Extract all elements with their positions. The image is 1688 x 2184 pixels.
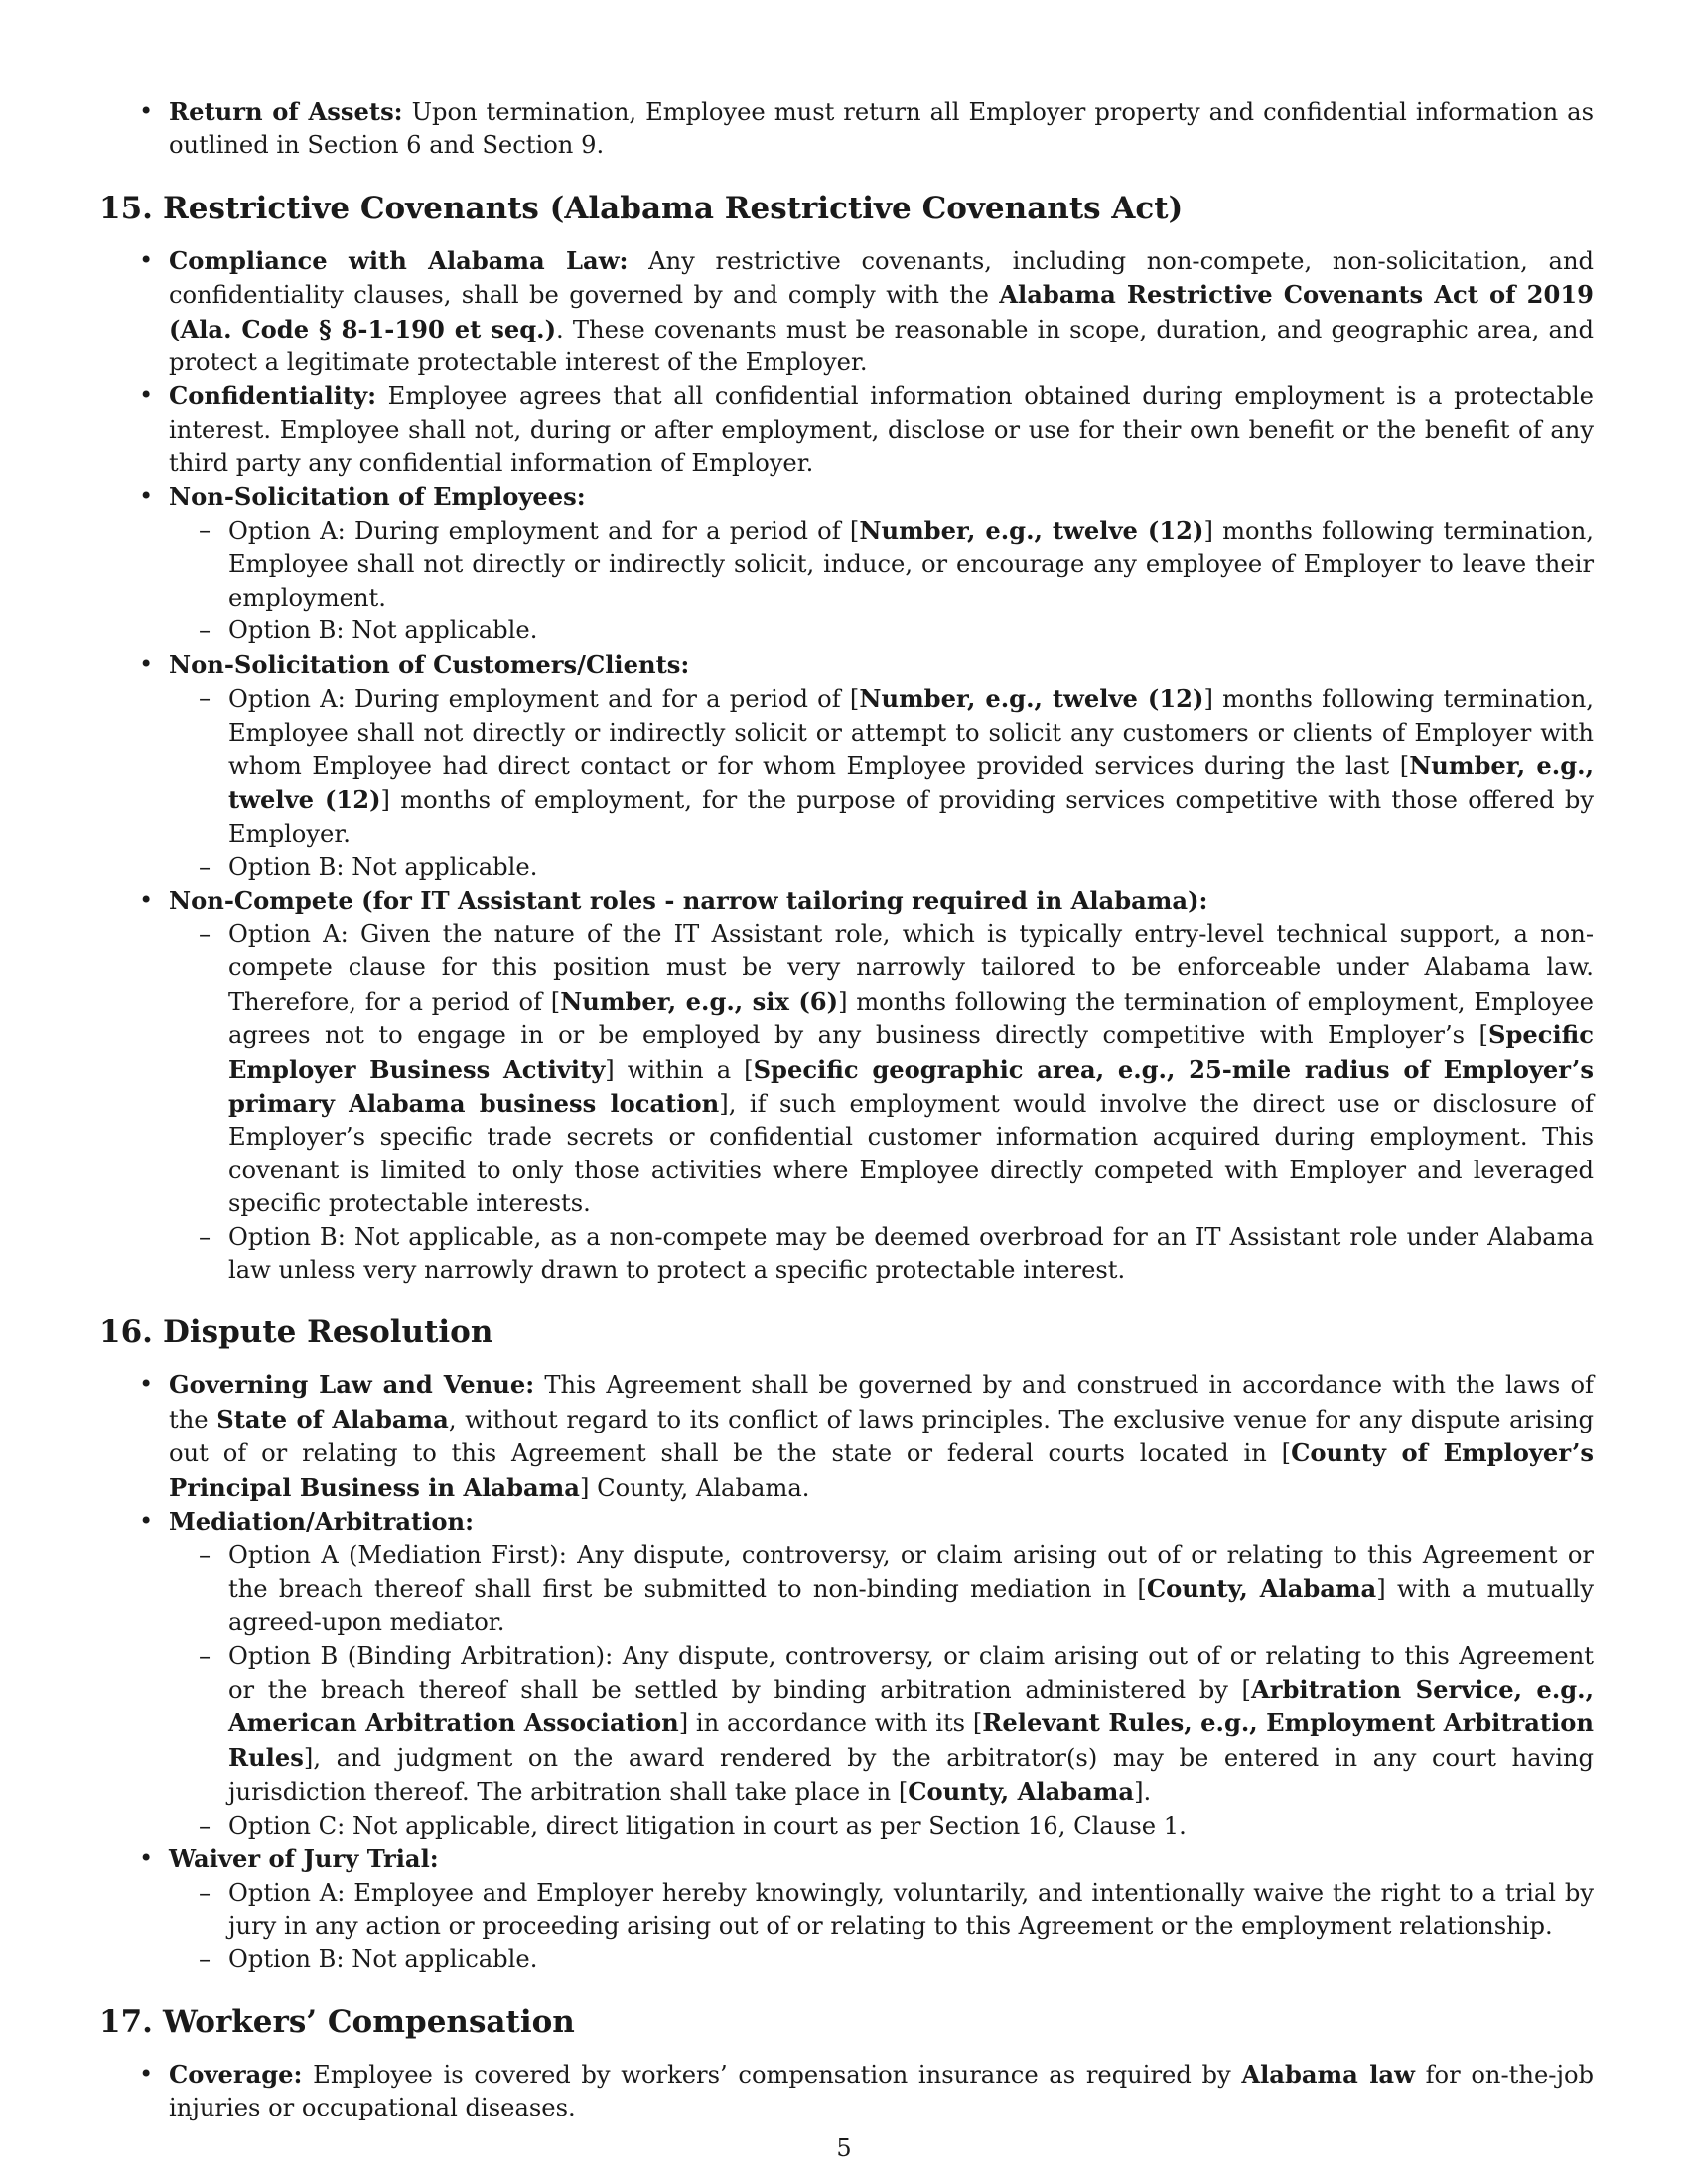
list-item-noncompete (99, 885, 1594, 1288)
section-number: 15. (99, 190, 153, 226)
option-c (169, 1810, 1594, 1843)
option-a (169, 918, 1594, 1221)
option-b (169, 1943, 1594, 1976)
option-b (169, 851, 1594, 884)
return-assets-list (99, 95, 1594, 163)
option-text: ], and judgment on the award rendered by the arbitrator(s) may be entered in any court having jurisdiction thereof. The arbitration shall take place in [ (228, 1743, 1594, 1807)
option-a (169, 1877, 1594, 1944)
item-bold-text: State of Alabama (216, 1404, 449, 1433)
item-label: Confidentiality: (169, 381, 377, 411)
option-text: ] in accordance with its [ (678, 1709, 983, 1738)
section-title: Restrictive Covenants (Alabama Restrictive Covenants Act) (163, 190, 1184, 226)
option-b (169, 614, 1594, 647)
item-label: Mediation/Arbitration: (169, 1507, 475, 1537)
list-item-confidentiality (99, 379, 1594, 479)
section-title: Dispute Resolution (163, 1314, 493, 1351)
item-label: Non-Compete (for IT Assistant roles - narrow tailoring required in Alabama): (169, 886, 1208, 915)
option-text: ] months following termination, Employee shall not directly or indirectly solicit, induce, or encourage any employee of Employer to leave their employment. (228, 517, 1594, 612)
item-text: Employee agrees that all confidential information obtained during employment is a protectable interest. Employee shall not, during or after employment, disclose or use for their own benefit or the benefit of any third party any confidential information of Employer. (169, 382, 1594, 478)
page-number: 5 (836, 2134, 852, 2162)
section-number: 16. (99, 1314, 153, 1351)
option-text: Option A: During employment and for a period of [ (228, 517, 860, 546)
options-list (169, 1539, 1594, 1843)
option-a (169, 682, 1594, 851)
option-text: Option A: Given the nature of the IT Assistant role, which is typically entry-level technical support, a non-compete clause for this position must be very narrowly tailored to be enforceable under Alabama law. Therefore, for a period of [ (228, 919, 1594, 1016)
option-bold-text: Specific Employer Business Activity (228, 1021, 1594, 1084)
option-a (169, 1539, 1594, 1639)
option-text: ] months following the termination of employment, Employee agrees not to engage in or be employed by any business directly competitive with Employer’s [ (228, 987, 1595, 1050)
option-text: Option B: Not applicable. (228, 616, 538, 645)
option-text: Option B: Not applicable, as a non-compete may be deemed overbroad for an IT Assistant role under Alabama law unless very narrowly drawn to protect a specific protectable interest. (228, 1222, 1594, 1284)
section-15-list (99, 244, 1594, 1288)
item-label: Non-Solicitation of Customers/Clients: (169, 649, 690, 679)
item-text: for on-the-job injuries or occupational diseases. (169, 2060, 1594, 2122)
option-text: Option B: Not applicable. (228, 1945, 538, 1974)
list-item-return-of-assets (99, 95, 1594, 163)
option-text: Option B: Not applicable. (228, 853, 538, 882)
section-title: Workers’ Compensation (163, 2003, 575, 2040)
option-text: ] months following termination, Employee shall not directly or indirectly solicit or attempt to solicit any customers or clients of Employer with whom Employee had direct contact or for whom Employee provided services during the last [ (228, 685, 1594, 780)
section-17-heading (99, 2002, 1594, 2042)
option-bold-text: Arbitration Service, e.g., American Arbitration Association (228, 1675, 1594, 1738)
item-text: This Agreement shall be governed by and construed in accordance with the laws of the (169, 1371, 1594, 1433)
item-text: , without regard to its conflict of laws principles. The exclusive venue for any dispute arising out of or relating to this Agreement shall be the state or federal courts located in [ (169, 1405, 1595, 1468)
item-label: Governing Law and Venue: (169, 1370, 535, 1400)
option-text: ] months of employment, for the purpose of providing services competitive with those offered by Employer. (228, 786, 1595, 848)
section-16-list (99, 1368, 1594, 1976)
item-bold-text: Alabama Restrictive Covenants Act of 2019 (Ala. Code § 8-1-190 et seq.) (169, 280, 1594, 343)
options-list (169, 682, 1594, 884)
options-list (169, 514, 1594, 648)
option-text: Option A: During employment and for a period of [ (228, 685, 860, 714)
section-16-heading (99, 1312, 1594, 1352)
option-text: Option C: Not applicable, direct litigation in court as per Section 16, Clause 1. (228, 1811, 1187, 1840)
item-text: . These covenants must be reasonable in scope, duration, and geographic area, and protect a legitimate protectable interest of the Employer. (169, 315, 1594, 377)
item-bold-text: Alabama law (1241, 2059, 1415, 2089)
item-text: Upon termination, Employee must return all Employer property and confidential information as outlined in Section 6 and Section 9. (169, 98, 1594, 160)
option-b (169, 1221, 1594, 1288)
option-text: ]. (1134, 1778, 1152, 1807)
item-text: Any restrictive covenants, including non-compete, non-solicitation, and confidentiality clauses, shall be governed by and comply with the (169, 246, 1594, 310)
option-bold-text: County, Alabama (908, 1777, 1135, 1807)
list-item-coverage (99, 2058, 1594, 2125)
list-item-governing-law (99, 1368, 1594, 1505)
item-label: Compliance with Alabama Law: (169, 245, 629, 275)
document-page (99, 95, 1594, 2125)
option-b (169, 1640, 1594, 1810)
option-text: Option A (Mediation First): Any dispute, controversy, or claim arising out of or relating to this Agreement or the breach thereof shall first be submitted to non-binding mediation in [ (228, 1541, 1594, 1603)
option-bold-text: Relevant Rules, e.g., Employment Arbitration Rules (228, 1708, 1595, 1772)
section-15-heading (99, 189, 1594, 228)
option-text: Option A: Employee and Employer hereby knowingly, voluntarily, and intentionally waive the right to a trial by jury in any action or proceeding arising out of or relating to this Agreement or the employment relationship. (228, 1878, 1594, 1940)
option-bold-text: County, Alabama (1146, 1573, 1377, 1603)
list-item-nonsolicit-employees (99, 480, 1594, 648)
option-text: ] with a mutually agreed-upon mediator. (228, 1574, 1595, 1637)
list-item-nonsolicit-customers (99, 648, 1594, 885)
list-item-compliance (99, 244, 1594, 380)
item-bold-text: County of Employer’s Principal Business in Alabama (169, 1438, 1594, 1502)
list-item-mediation (99, 1505, 1594, 1843)
item-label: Return of Assets: (169, 97, 403, 126)
option-bold-text: Number, e.g., twelve (12) (859, 516, 1204, 546)
option-bold-text: Number, e.g., six (6) (560, 986, 839, 1016)
option-text: Option B (Binding Arbitration): Any dispute, controversy, or claim arising out of or relating to this Agreement or the breach thereof shall be settled by binding arbitration administered by [ (228, 1641, 1594, 1705)
item-label: Non-Solicitation of Employees: (169, 481, 586, 511)
item-label: Coverage: (169, 2059, 303, 2089)
option-bold-text: Specific geographic area, e.g., 25-mile radius of Employer’s primary Alabama business location (228, 1054, 1594, 1118)
section-17-list (99, 2058, 1594, 2125)
options-list (169, 918, 1594, 1287)
item-text: Employee is covered by workers’ compensation insurance as required by (302, 2060, 1242, 2089)
options-list (169, 1877, 1594, 1977)
item-label: Waiver of Jury Trial: (169, 1844, 439, 1874)
section-number: 17. (99, 2003, 153, 2040)
option-a (169, 514, 1594, 614)
list-item-jury-waiver (99, 1843, 1594, 1977)
option-text: ], if such employment would involve the direct use or disclosure of Employer’s specific trade secrets or confidential customer information acquired during employment. This covenant is limited to only those activities where Employee directly competed with Employer and leveraged specific protectable interests. (228, 1089, 1594, 1218)
option-bold-text: Number, e.g., twelve (12) (228, 751, 1594, 815)
item-text: ] County, Alabama. (579, 1473, 810, 1502)
option-text: ] within a [ (605, 1055, 754, 1084)
option-bold-text: Number, e.g., twelve (12) (859, 684, 1204, 714)
